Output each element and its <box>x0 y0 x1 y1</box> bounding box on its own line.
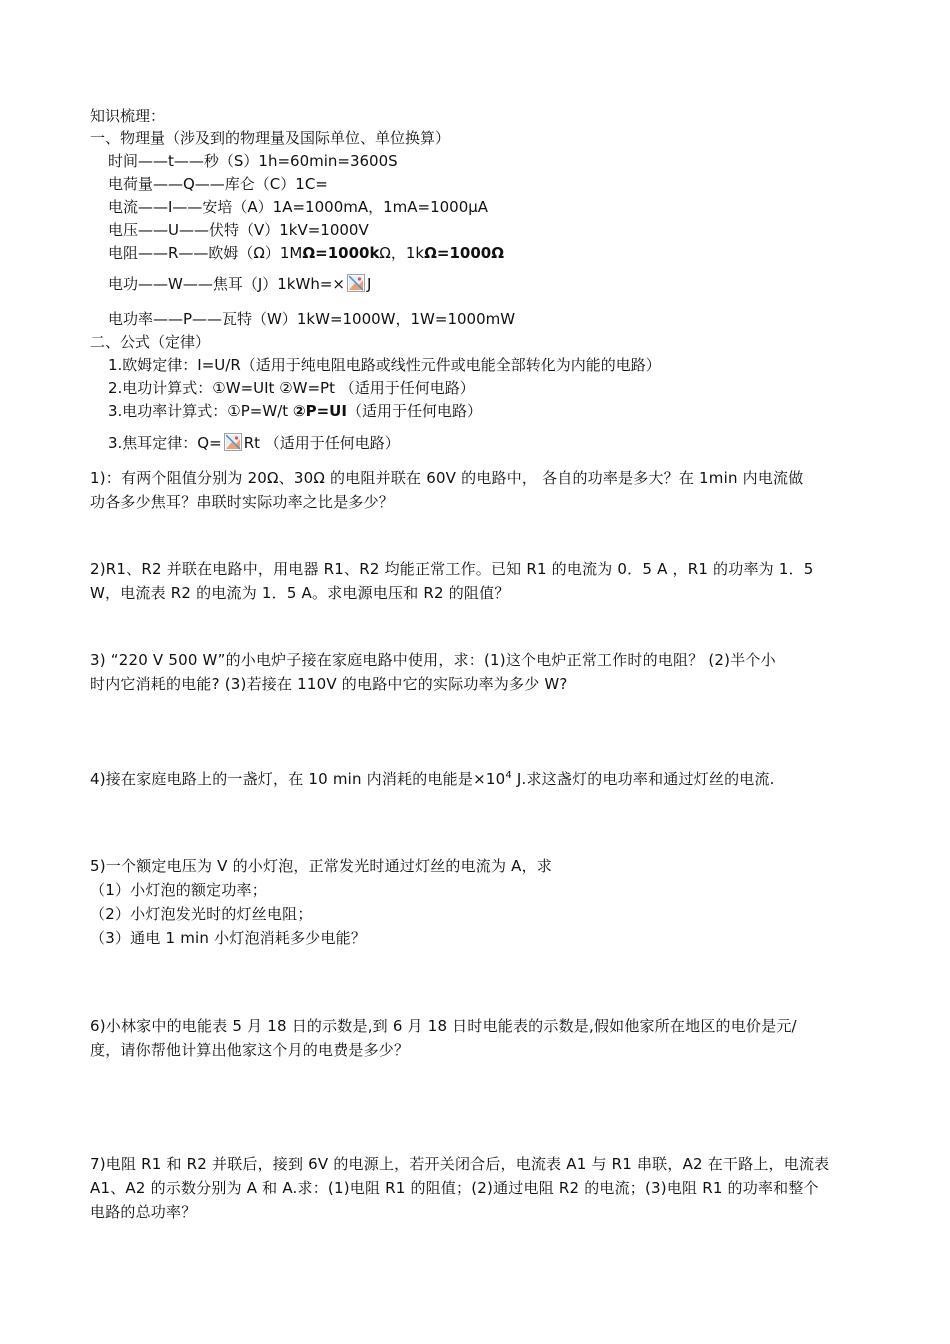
problem-4-text-b: J.求这盏灯的电功率和通过灯丝的电流. <box>511 770 775 788</box>
formula-ohms-law: 1.欧姆定律：I=U/R（适用于纯电阻电路或线性元件或电能全部转化为内能的电路） <box>108 356 661 374</box>
problem-4-line <box>90 764 862 791</box>
quantity-resistance <box>108 242 504 264</box>
problem-5-subquestion: （3）通电 1 min 小灯泡消耗多少电能？ <box>90 929 367 947</box>
section1-title: 一、物理量（涉及到的物理量及国际单位、单位换算） <box>90 129 451 147</box>
problem-5-line: 5)一个额定电压为 V 的小灯泡，正常发光时通过灯丝的电流为 A，求 <box>90 857 553 875</box>
problem-6-line: 度，请你帮他计算出他家这个月的电费是多少？ <box>90 1041 410 1059</box>
problem-4 <box>90 764 862 791</box>
problem-4-text-a: 4)接在家庭电路上的一盏灯，在 10 min 内消耗的电能是×10 <box>90 770 506 788</box>
resistance-text-d: Ω=1000Ω <box>424 244 504 262</box>
quantity-current: 电流——I——安培（A）1A=1000mA，1mA=1000μA <box>108 198 489 216</box>
problem-2-line: 2)R1、R2 并联在电路中，用电器 R1、R2 均能正常工作。已知 R1 的电流为 0．5 A ，R1 的功率为 1．5 <box>90 560 814 578</box>
broken-image-icon <box>347 274 365 292</box>
problem-1-line: 功各多少焦耳？串联时实际功率之比是多少？ <box>90 493 395 511</box>
work-text-b: J <box>366 275 372 293</box>
problem-4-exponent: 4 <box>505 770 512 781</box>
problem-2-line: W，电流表 R2 的电流为 1．5 A。求电源电压和 R2 的阻值？ <box>90 584 510 602</box>
work-text-a: 电功——W——焦耳（J）1kWh=× <box>108 275 345 293</box>
quantity-voltage: 电压——U——伏特（V）1kV=1000V <box>108 221 369 239</box>
problem-5 <box>90 854 862 950</box>
joule-formula-b: Rt （适用于任何电路） <box>243 434 400 452</box>
quantity-work <box>108 273 371 295</box>
joule-formula-a: 3.焦耳定律：Q= <box>108 434 222 452</box>
problem-6 <box>90 1014 862 1062</box>
power-formula-a: 3.电功率计算式：①P=W/t <box>108 402 293 420</box>
quantity-charge: 电荷量——Q——库仑（C）1C= <box>108 175 328 193</box>
problem-7-line: 7)电阻 R1 和 R2 并联后，接到 6V 的电源上，若开关闭合后，电流表 A1 与 R1 串联，A2 在干路上，电流表 <box>90 1155 830 1173</box>
power-formula-b: ②P=UI <box>292 402 347 420</box>
quantity-time: 时间——t——秒（S）1h=60min=3600S <box>108 152 398 170</box>
formula-joules-law <box>108 432 400 454</box>
formula-electric-work: 2.电功计算式：①W=UIt ②W=Pt （适用于任何电路） <box>108 379 475 397</box>
problem-5-subquestion: （2）小灯泡发光时的灯丝电阻； <box>90 905 313 923</box>
resistance-text-b: Ω=1000k <box>302 244 380 262</box>
problem-7 <box>90 1152 862 1224</box>
formula-electric-power <box>108 400 482 422</box>
problem-3-line: 3) “220 V 500 W”的小电炉子接在家庭电路中使用，求：(1)这个电炉正常工作时的电阻？ (2)半个小 <box>90 651 776 669</box>
section-heading: 知识梳理： <box>90 107 166 125</box>
problem-2 <box>90 557 862 605</box>
problem-3-line: 时内它消耗的电能? (3)若接在 110V 的电路中它的实际功率为多少 W? <box>90 675 568 693</box>
power-formula-c: （适用于任何电路） <box>346 402 482 420</box>
problem-1-line: 1)：有两个阻值分别为 20Ω、30Ω 的电阻并联在 60V 的电路中， 各自的功率是多大？在 1min 内电流做 <box>90 469 804 487</box>
problem-1 <box>90 466 862 514</box>
problem-7-line: 电路的总功率？ <box>90 1203 197 1221</box>
problem-3 <box>90 648 862 696</box>
resistance-text-a: 电阻——R——欧姆（Ω）1M <box>108 244 303 262</box>
problem-7-line: A1、A2 的示数分别为 A 和 A.求：(1)电阻 R1 的阻值；(2)通过电阻 R2 的电流；(3)电阻 R1 的功率和整个 <box>90 1179 819 1197</box>
quantity-power: 电功率——P——瓦特（W）1kW=1000W，1W=1000mW <box>108 310 516 328</box>
problem-6-line: 6)小林家中的电能表 5 月 18 日的示数是,到 6 月 18 日时电能表的示数是,假如他家所在地区的电价是元/ <box>90 1017 797 1035</box>
resistance-text-c: Ω，1k <box>379 244 425 262</box>
broken-image-icon <box>224 433 242 451</box>
problem-5-subquestion: （1）小灯泡的额定功率； <box>90 881 267 899</box>
section2-title: 二、公式（定律） <box>90 333 211 351</box>
